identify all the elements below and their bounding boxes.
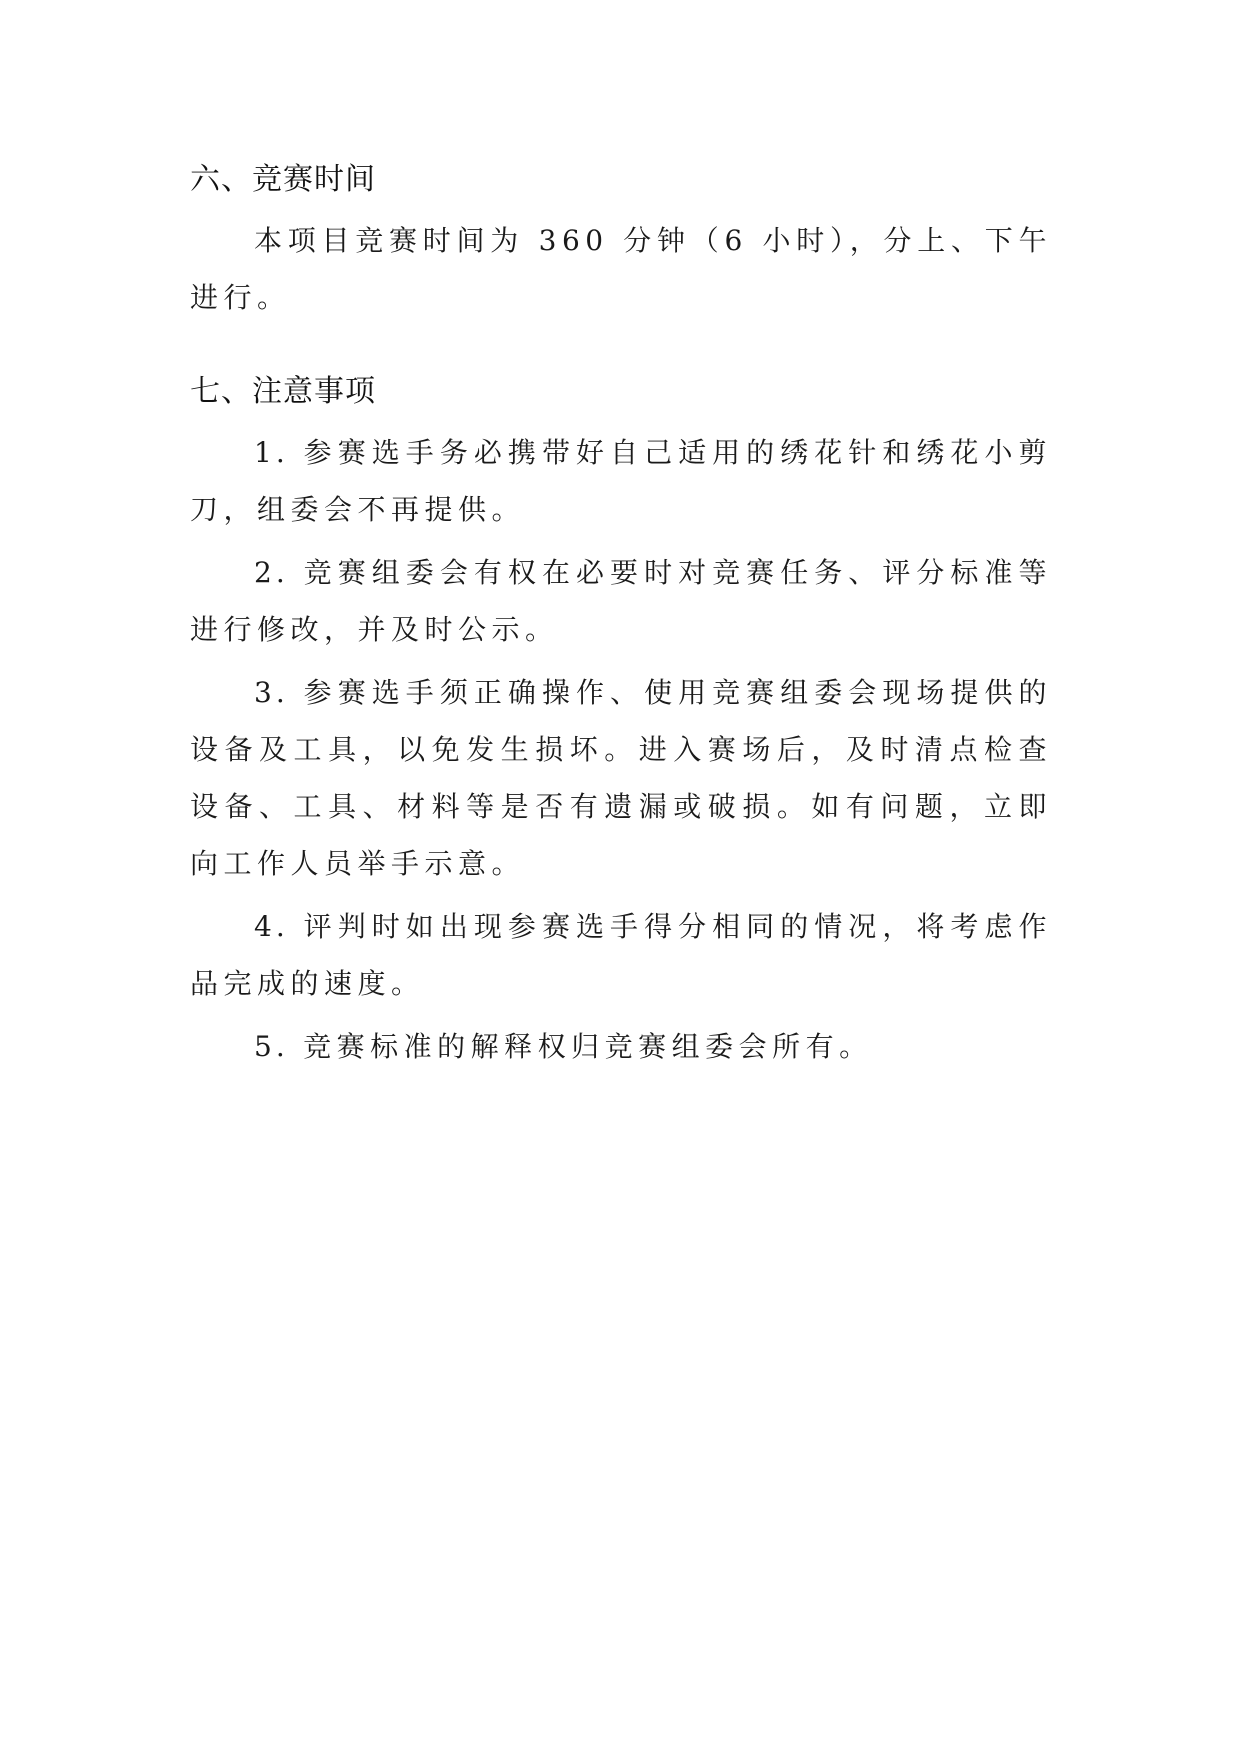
list-item-number: 4. <box>254 910 289 943</box>
list-item-text: 评判时如出现参赛选手得分相同的情况，将考虑作品完成的速度。 <box>190 910 1052 1000</box>
section-heading: 七、注意事项 <box>190 374 376 409</box>
list-item <box>190 1018 1052 1075</box>
list-item <box>190 898 1052 1012</box>
list-item-text: 参赛选手须正确操作、使用竞赛组委会现场提供的设备及工具，以免发生损坏。进入赛场后，及时清点检查设备、工具、材料等是否有遗漏或破损。如有问题，立即向工作人员举手示意。 <box>190 676 1052 880</box>
list-item-text: 竞赛标准的解释权归竞赛组委会所有。 <box>303 1030 873 1063</box>
list-item-text: 参赛选手务必携带好自己适用的绣花针和绣花小剪刀，组委会不再提供。 <box>190 436 1052 526</box>
list-item-number: 3. <box>254 676 289 709</box>
document-content <box>190 160 1052 1081</box>
competition-time-paragraph: 本项目竞赛时间为 360 分钟（6 小时），分上、下午进行。 <box>190 224 1052 314</box>
list-item <box>190 544 1052 658</box>
list-item-number: 1. <box>254 436 289 469</box>
section-notes <box>190 372 1052 1075</box>
list-item-number: 2. <box>254 556 289 589</box>
list-item-text: 竞赛组委会有权在必要时对竞赛任务、评分标准等进行修改，并及时公示。 <box>190 556 1052 646</box>
section-competition-time <box>190 160 1052 326</box>
list-item <box>190 664 1052 892</box>
list-item-number: 5. <box>254 1030 289 1063</box>
section-heading: 六、竞赛时间 <box>190 162 376 197</box>
list-item <box>190 424 1052 538</box>
